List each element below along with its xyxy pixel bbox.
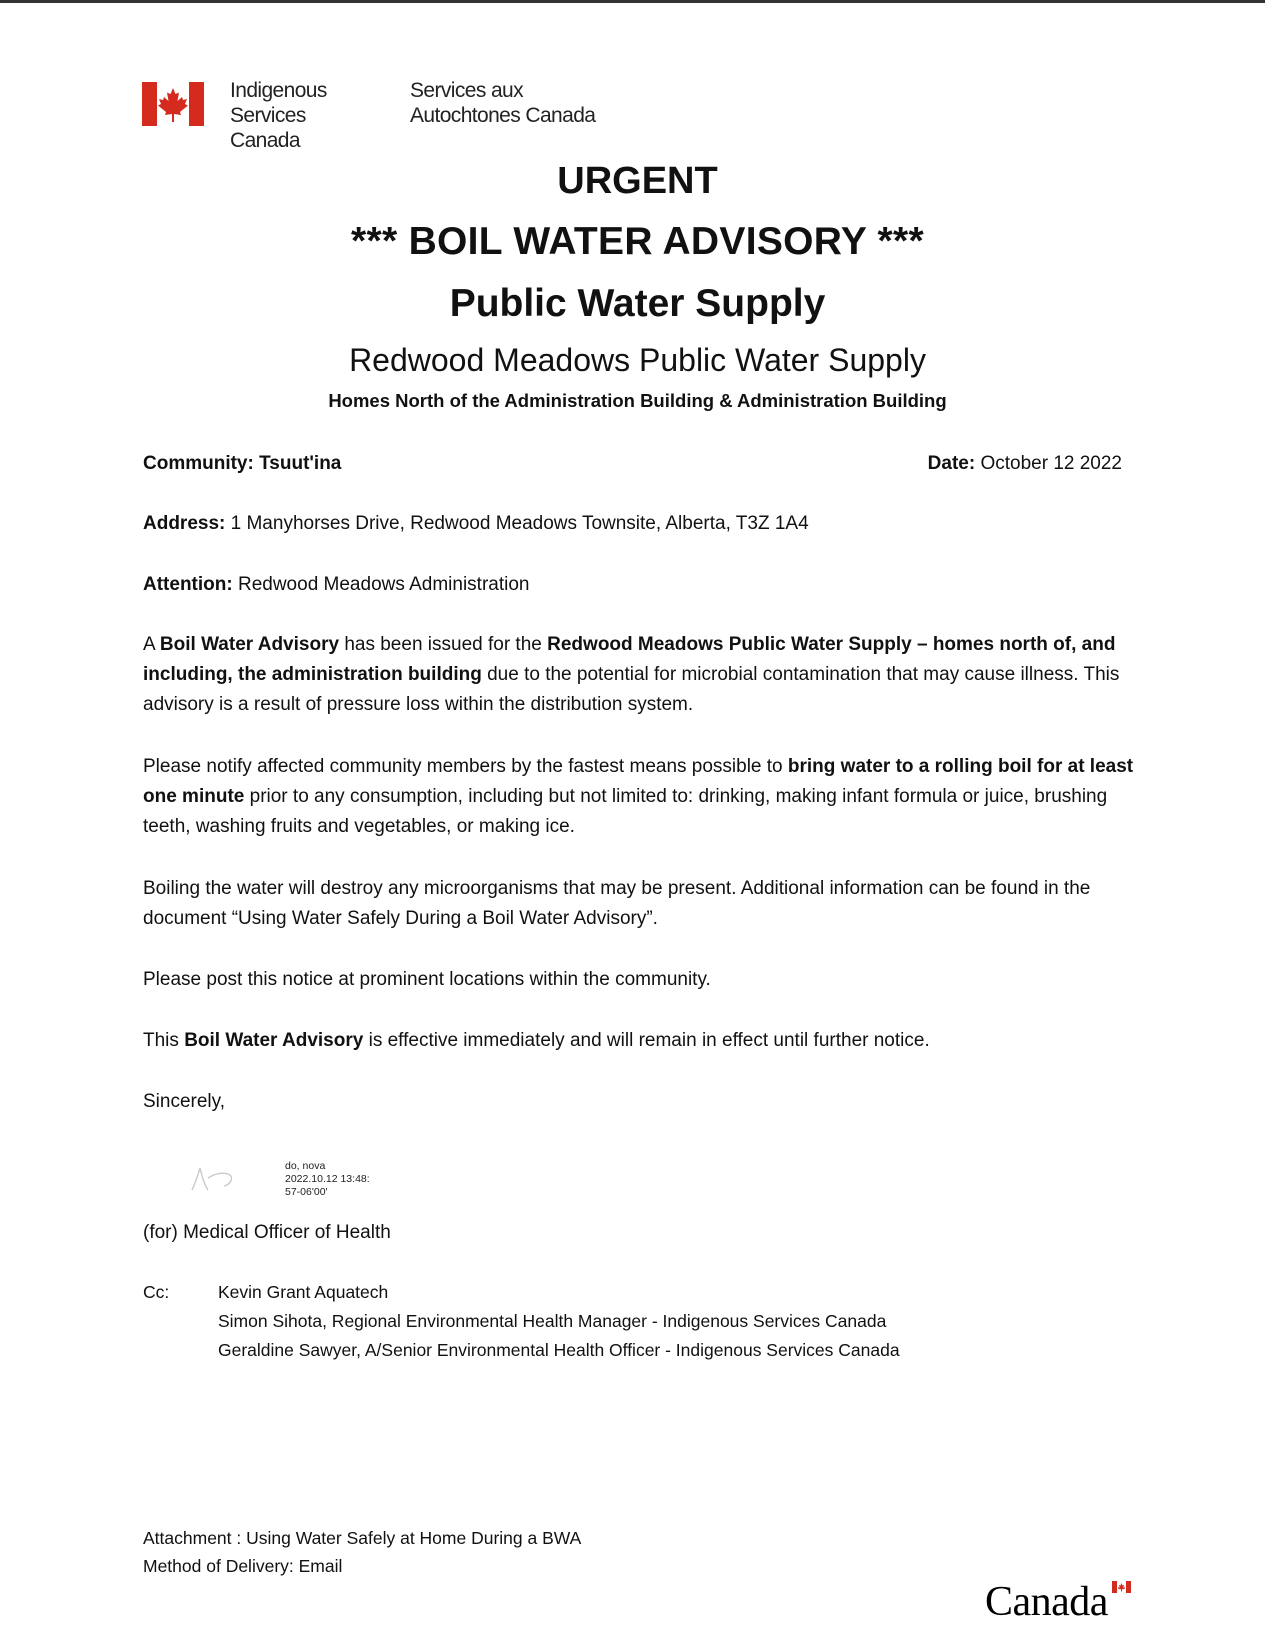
supply-heading: Public Water Supply [449,282,826,325]
effective-paragraph: This Boil Water Advisory is effective immediately and will remain in effect until further notice. [143,1030,930,1051]
cc-recipient-list [218,1278,900,1365]
cc-recipient: Geraldine Sawyer, A/Senior Environmental Health Officer - Indigenous Services Canada [218,1340,900,1360]
canada-flag-icon [142,82,204,126]
advisory-heading: *** BOIL WATER ADVISORY *** [351,220,924,263]
page-top-rule [0,0,1265,3]
system-name: Redwood Meadows Public Water Supply [349,342,926,378]
signatory-title: (for) Medical Officer of Health [143,1222,391,1243]
scope-subtitle: Homes North of the Administration Building & Administration Building [328,390,947,411]
canada-mini-flag-icon [1112,1581,1131,1593]
address-line: Address: 1 Manyhorses Drive, Redwood Meadows Townsite, Alberta, T3Z 1A4 [143,513,809,534]
cc-recipient: Simon Sihota, Regional Environmental Health Manager - Indigenous Services Canada [218,1311,887,1331]
delivery-method-line: Method of Delivery: Email [143,1556,343,1576]
cc-recipient: Kevin Grant Aquatech [218,1282,389,1302]
closing-salutation: Sincerely, [143,1091,226,1112]
department-header [142,78,602,152]
date-line: Date: October 12 2022 [927,453,1122,474]
canada-wordmark [985,1577,1135,1627]
urgent-heading: URGENT [557,160,718,202]
digital-signature-stamp: do, nova 2022.10.12 13:48: 57-06'00' [285,1160,370,1198]
cc-label: Cc: [143,1282,170,1302]
department-name-english: Indigenous Services Canada [230,79,327,152]
attachment-line: Attachment : Using Water Safely at Home During a BWA [143,1528,582,1548]
boiling-info-paragraph: Boiling the water will destroy any microorganisms that may be present. Additional information can be found in the document “Using Water Safely During a Boil Water Advisory”. [143,878,1091,929]
attention-line: Attention: Redwood Meadows Administration [143,574,530,595]
notify-paragraph: Please notify affected community members by the fastest means possible to bring water to a rolling boil for at least one minute prior to any consumption, including but not limited to: drinking, making infant formula or juice, brushing teeth, washing fruits and vegetables, or making ice. [143,756,1134,837]
handwritten-signature [188,1160,248,1200]
department-name-french: Services aux Autochtones Canada [410,79,596,127]
community-line: Community: Tsuut'ina [143,453,342,474]
advisory-paragraph: A Boil Water Advisory has been issued for the Redwood Meadows Public Water Supply – homes north of, and including, the administration building due to the potential for microbial contamination that may cause illness. This advisory is a result of pressure loss within the distribution system. [143,634,1120,715]
canada-wordmark-text: Canada [985,1579,1108,1625]
post-notice-paragraph: Please post this notice at prominent locations within the community. [143,969,711,990]
